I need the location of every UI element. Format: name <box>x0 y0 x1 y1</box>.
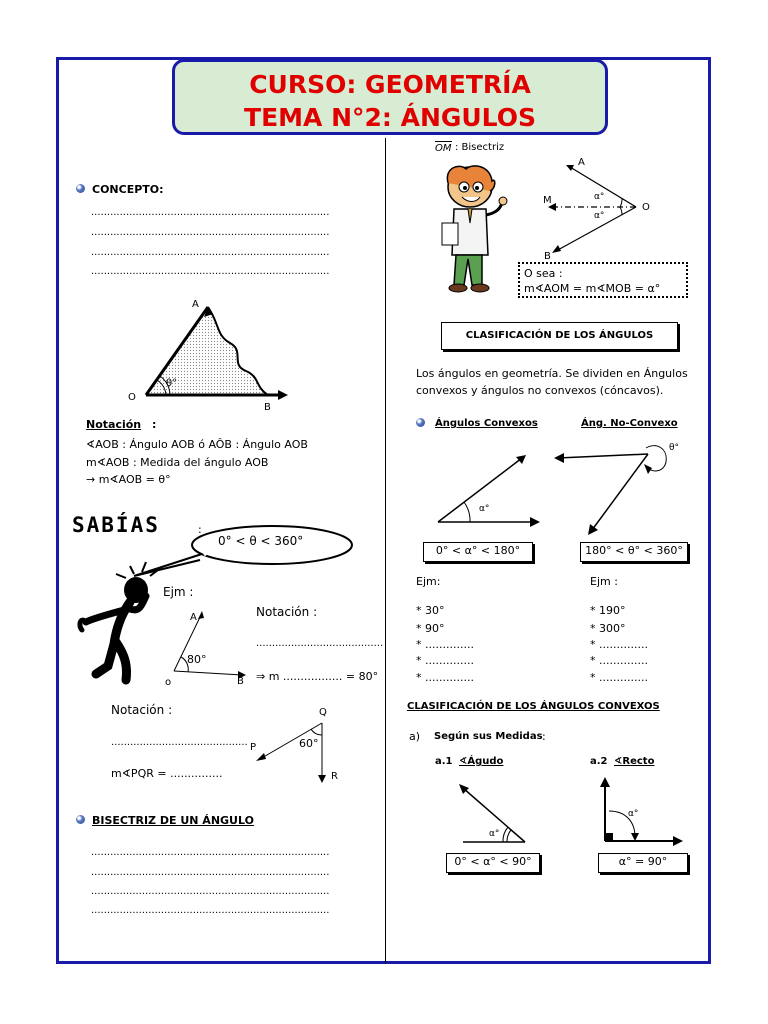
fig1-angle-label: θ° <box>166 378 178 389</box>
bisectriz-line-1: ........................................................................... <box>91 847 330 858</box>
om-text: : Bisectriz <box>455 142 505 153</box>
notacion-heading: Notación <box>86 418 142 431</box>
example-left-3: * .............. <box>416 638 474 651</box>
example-right-5: * .............. <box>590 671 648 684</box>
example-left-4: * .............. <box>416 654 474 667</box>
fig3-angle-label: 60° <box>299 737 319 750</box>
ejm-left: Ejm: <box>416 575 441 588</box>
bubble-text: 0° < θ < 360° <box>218 534 304 548</box>
mpqr-line: m∢PQR = ............... <box>111 767 223 780</box>
concepto-line-4: ........................................................................... <box>91 266 330 277</box>
fig3-label-p: P <box>250 742 257 753</box>
sabias-heading: SABÍAS <box>72 513 160 537</box>
concepto-heading: CONCEPTO: <box>92 183 164 196</box>
range-convexo: 0° < α° < 180° <box>435 544 521 557</box>
clasif-text-line-1: Los ángulos en geometría. Se dividen en Ángulos <box>416 367 688 380</box>
fig3-label-r: R <box>331 771 338 782</box>
right-angle-figure <box>595 775 685 850</box>
nonconvex-theta-label: θ° <box>669 443 680 453</box>
angle-pqr-figure <box>250 715 340 795</box>
example-left-2: * 90° <box>416 622 445 635</box>
segun-colon: : <box>542 730 546 743</box>
osea-label: O sea : <box>524 267 563 280</box>
speech-bubble <box>130 524 360 584</box>
segun-heading: Según sus Medidas <box>434 731 543 742</box>
title-line-2: TEMA N°2: ÁNGULOS <box>244 103 536 132</box>
clasif-text-line-2: convexos y ángulos no convexos (cóncavos). <box>416 384 664 397</box>
fig2-label-a: A <box>190 612 197 623</box>
fig1-label-o: O <box>128 392 136 403</box>
fig2-angle-label: 80° <box>187 653 207 666</box>
clasificacion-heading-box <box>441 322 678 350</box>
agudo-heading: ∢Águdo <box>459 756 504 767</box>
bisectriz-line-4: ........................................................................... <box>91 905 330 916</box>
notacion-line-1: ∢AOB : Ángulo AOB ó AÔB : Ángulo AOB <box>86 438 308 451</box>
example-right-2: * 300° <box>590 622 626 635</box>
globe-bullet-icon <box>416 418 425 427</box>
implies-line: ⇒ m ................. = 80° <box>256 670 379 683</box>
example-right-3: * .............. <box>590 638 648 651</box>
notacion2-label: Notación : <box>256 605 318 619</box>
bis-label-m: M <box>543 195 552 206</box>
acute-alpha-label: α° <box>489 829 500 839</box>
angle-80-figure <box>160 605 260 685</box>
osea-formula: m∢AOM = m∢MOB = α° <box>524 282 661 295</box>
range-recto: α° = 90° <box>618 855 668 868</box>
fig3-label-q: Q <box>319 707 327 718</box>
fig1-label-b: B <box>264 402 271 413</box>
nonconvex-angle-figure <box>548 440 688 540</box>
om-label: OM <box>435 143 452 154</box>
thinking-man-figure <box>70 556 160 686</box>
agudo-prefix: a.1 <box>435 756 453 767</box>
ejm-right: Ejm : <box>590 575 618 588</box>
globe-bullet-icon <box>76 184 85 193</box>
ejm-label: Ejm : <box>163 585 194 599</box>
range-agudo: 0° < α° < 90° <box>454 855 532 868</box>
range-noconvexo: 180° < θ° < 360° <box>585 544 683 557</box>
convexos-heading: Ángulos Convexos <box>435 418 538 429</box>
fig1-label-a: A <box>192 299 199 310</box>
notacion-line-2: m∢AOB : Medida del ángulo AOB <box>86 456 269 469</box>
clasificacion-heading: CLASIFICACIÓN DE LOS ÁNGULOS <box>465 330 654 341</box>
range-agudo-box <box>446 853 540 873</box>
title-box <box>172 59 608 135</box>
example-right-1: * 190° <box>590 604 626 617</box>
notacion2-dots: ........................................ <box>256 638 384 649</box>
notacion-colon: : <box>152 418 157 431</box>
example-right-4: * .............. <box>590 654 648 667</box>
fig2-label-b: B <box>237 676 244 687</box>
recto-heading: ∢Recto <box>614 756 655 767</box>
acute-angle-figure <box>455 780 545 850</box>
bis-angle-1: α° <box>594 192 605 202</box>
bis-label-b: B <box>544 251 551 262</box>
title-line-1: CURSO: GEOMETRÍA <box>249 70 531 99</box>
column-divider <box>385 138 386 964</box>
range-noconvexo-box <box>580 542 688 562</box>
bis-label-a: A <box>578 157 585 168</box>
noconvexo-heading: Áng. No-Convexo <box>581 418 678 429</box>
bis-angle-2: α° <box>594 211 605 221</box>
bis-label-o: O <box>642 202 650 213</box>
convex-angle-figure <box>430 448 550 538</box>
bisectriz-heading: BISECTRIZ DE UN ÁNGULO <box>92 814 254 827</box>
recto-prefix: a.2 <box>590 756 608 767</box>
concepto-line-3: ........................................................................... <box>91 247 330 258</box>
notacion3-dots: ........................................... <box>111 737 248 748</box>
angle-aob-figure <box>120 295 300 415</box>
right-alpha-label: α° <box>628 809 639 819</box>
convex-alpha-label: α° <box>479 504 490 514</box>
range-recto-box <box>598 853 688 873</box>
notacion3-label: Notación : <box>111 703 173 717</box>
globe-bullet-icon <box>76 815 85 824</box>
concepto-line-2: ........................................................................... <box>91 227 330 238</box>
example-left-5: * .............. <box>416 671 474 684</box>
concepto-line-1: ........................................................................... <box>91 207 330 218</box>
osea-box <box>518 262 688 298</box>
bisectriz-line-2: ........................................................................... <box>91 867 330 878</box>
teacher-cartoon <box>430 163 510 293</box>
notacion-line-3: → m∢AOB = θ° <box>86 473 171 486</box>
segun-prefix: a) <box>409 730 421 743</box>
sabias-colon: : <box>198 523 202 536</box>
example-left-1: * 30° <box>416 604 445 617</box>
range-convexo-box <box>423 542 533 562</box>
clasif-convexos-heading: CLASIFICACIÓN DE LOS ÁNGULOS CONVEXOS <box>407 701 660 712</box>
bisectriz-line-3: ........................................................................... <box>91 886 330 897</box>
fig2-label-o: o <box>165 677 172 688</box>
